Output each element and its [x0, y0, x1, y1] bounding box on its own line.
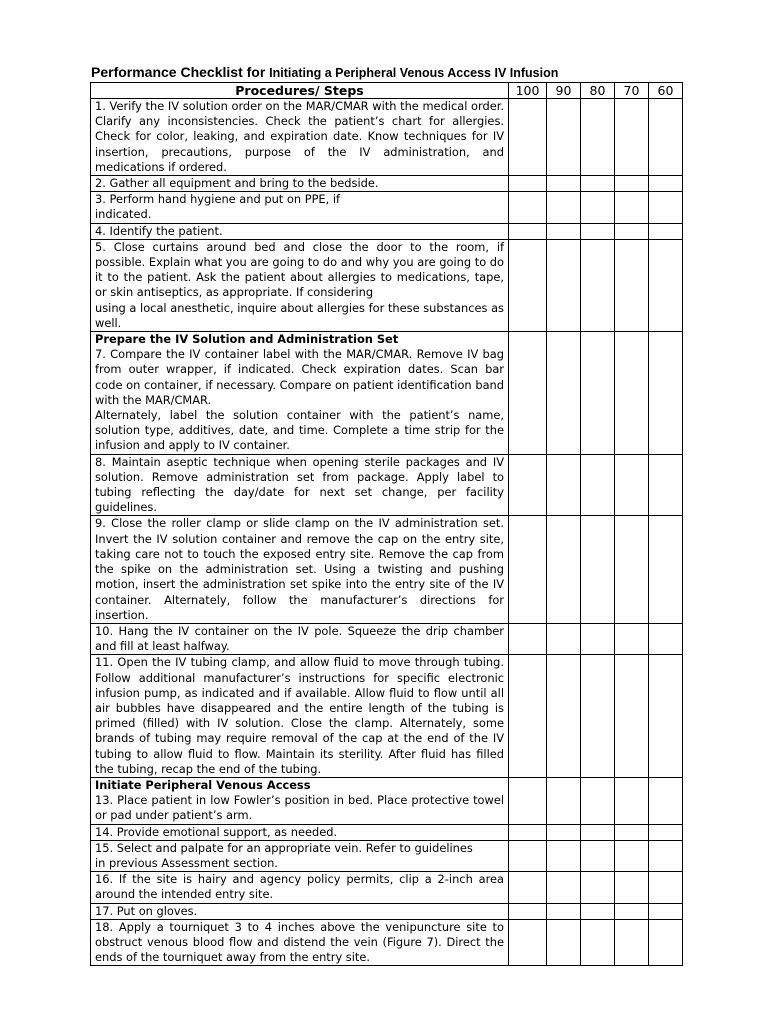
score-cell-70[interactable]: [615, 223, 649, 239]
table-row: [91, 454, 683, 516]
step-text: Alternately, label the solution container with the patient’s name, solution type, additives, date, and time. Complete a time strip for the infusion and apply to IV container.: [95, 408, 504, 453]
score-cell-80[interactable]: [581, 516, 615, 623]
score-cell-80[interactable]: [581, 777, 615, 824]
step-text: using a local anesthetic, inquire about allergies for these substances as well.: [95, 300, 504, 330]
table-row: [91, 824, 683, 840]
table-row: [91, 99, 683, 176]
table-row: [91, 655, 683, 778]
step-text: 8. Maintain aseptic technique when opening sterile packages and IV solution. Remove administration set from package. Apply label to tubing reflecting the day/date for next set change, per facility guidelines.: [95, 454, 504, 515]
step-text: 7. Compare the IV container label with the MAR/CMAR. Remove IV bag from outer wrapper, if indicated. Check expiration dates. Scan bar code on container, if necessary. Compare on patient identification band with the MAR/CMAR.: [95, 347, 504, 407]
section-heading: Prepare the IV Solution and Administration Set: [95, 332, 399, 347]
document-title: [91, 64, 558, 82]
score-cell-90[interactable]: [547, 655, 581, 778]
step-text: 14. Provide emotional support, as needed.: [95, 824, 338, 839]
score-cell-80[interactable]: [581, 840, 615, 871]
score-cell-100[interactable]: [509, 332, 547, 455]
title-lead: Performance Checklist for: [91, 64, 270, 80]
table-row: [91, 223, 683, 239]
score-cell-60[interactable]: [649, 239, 683, 331]
score-cell-80[interactable]: [581, 332, 615, 455]
score-cell-100[interactable]: [509, 192, 547, 223]
score-cell-90[interactable]: [547, 454, 581, 516]
score-cell-80[interactable]: [581, 99, 615, 176]
score-cell-90[interactable]: [547, 824, 581, 840]
score-cell-90[interactable]: [547, 239, 581, 331]
score-cell-80[interactable]: [581, 655, 615, 778]
score-cell-60[interactable]: [649, 99, 683, 176]
table-row: [91, 872, 683, 903]
step-text: 16. If the site is hairy and agency policy permits, clip a 2-inch area around the intended entry site.: [95, 872, 504, 902]
score-cell-60[interactable]: [649, 872, 683, 903]
score-cell-90[interactable]: [547, 223, 581, 239]
score-cell-80[interactable]: [581, 454, 615, 516]
score-header-60: 60: [649, 83, 683, 99]
score-header-80: 80: [581, 83, 615, 99]
score-cell-70[interactable]: [615, 872, 649, 903]
score-cell-60[interactable]: [649, 332, 683, 455]
score-cell-70[interactable]: [615, 332, 649, 455]
step-text: indicated.: [95, 207, 152, 222]
table-row: [91, 903, 683, 919]
score-cell-70[interactable]: [615, 824, 649, 840]
score-cell-90[interactable]: [547, 99, 581, 176]
procedure-step: [91, 332, 509, 455]
score-cell-60[interactable]: [649, 840, 683, 871]
procedure-step: [91, 623, 509, 654]
step-text: 1. Verify the IV solution order on the MAR/CMAR with the medical order. Clarify any inconsistencies. Check the patient’s chart for allergies. Check for color, leaking, and expiration date. Know techniques for IV insertion, precautions, purpose of the IV administration, and medications if ordered.: [95, 99, 504, 174]
procedure-step: [91, 903, 509, 919]
procedure-step: [91, 239, 509, 331]
table-row: [91, 623, 683, 654]
score-cell-70[interactable]: [615, 840, 649, 871]
score-cell-80[interactable]: [581, 872, 615, 903]
score-cell-80[interactable]: [581, 824, 615, 840]
score-cell-90[interactable]: [547, 176, 581, 192]
score-cell-100[interactable]: [509, 516, 547, 623]
procedure-step: [91, 223, 509, 239]
score-cell-60[interactable]: [649, 777, 683, 824]
score-cell-80[interactable]: [581, 623, 615, 654]
score-header-70: 70: [615, 83, 649, 99]
score-cell-90[interactable]: [547, 332, 581, 455]
step-text: in previous Assessment section.: [95, 855, 278, 870]
score-cell-70[interactable]: [615, 239, 649, 331]
procedure-step: [91, 777, 509, 824]
procedure-step: [91, 99, 509, 176]
score-cell-100[interactable]: [509, 777, 547, 824]
procedure-step: [91, 516, 509, 623]
score-cell-90[interactable]: [547, 903, 581, 919]
table-row: [91, 777, 683, 824]
table-row: [91, 516, 683, 623]
score-cell-80[interactable]: [581, 903, 615, 919]
step-text: 10. Hang the IV container on the IV pole. Squeeze the drip chamber and fill at least halfway.: [95, 623, 504, 654]
step-text: 11. Open the IV tubing clamp, and allow fluid to move through tubing. Follow additional manufacturer’s instructions for specific electronic infusion pump, as indicated and if available. Allow fluid to flow until all air bubbles have disappeared and the entire length of the tubing is primed (filled) with IV solution. Close the clamp. Alternately, some brands of tubing may require removal of the cap at the end of the IV tubing to allow fluid to flow. Maintain its sterility. After fluid has filled the tubing, recap the end of the tubing.: [95, 655, 504, 776]
score-cell-90[interactable]: [547, 516, 581, 623]
score-cell-70[interactable]: [615, 655, 649, 778]
table-row: [91, 840, 683, 871]
score-cell-100[interactable]: [509, 623, 547, 654]
table-row: [91, 176, 683, 192]
procedure-step: [91, 824, 509, 840]
score-cell-60[interactable]: [649, 824, 683, 840]
score-header-90: 90: [547, 83, 581, 99]
score-cell-90[interactable]: [547, 872, 581, 903]
score-cell-60[interactable]: [649, 903, 683, 919]
section-heading: Initiate Peripheral Venous Access: [95, 777, 311, 792]
score-cell-90[interactable]: [547, 840, 581, 871]
score-cell-80[interactable]: [581, 919, 615, 966]
score-cell-100[interactable]: [509, 176, 547, 192]
score-cell-60[interactable]: [649, 454, 683, 516]
score-cell-70[interactable]: [615, 176, 649, 192]
table-row: [91, 192, 683, 223]
score-cell-70[interactable]: [615, 99, 649, 176]
score-cell-70[interactable]: [615, 623, 649, 654]
performance-checklist-table: [90, 82, 683, 966]
procedure-step: [91, 454, 509, 516]
step-text: 5. Close curtains around bed and close the door to the room, if possible. Explain what you are going to do and why you are going to do it to the patient. Ask the patient about allergies to medications, tape, or skin antiseptics, as appropriate. If considering: [95, 239, 504, 300]
score-cell-80[interactable]: [581, 239, 615, 331]
step-text: 13. Place patient in low Fowler’s position in bed. Place protective towel or pad under patient’s arm.: [95, 793, 504, 823]
procedure-step: [91, 192, 509, 223]
procedure-step: [91, 655, 509, 778]
score-cell-100[interactable]: [509, 99, 547, 176]
score-cell-60[interactable]: [649, 655, 683, 778]
header-row: [91, 83, 683, 99]
score-cell-100[interactable]: [509, 840, 547, 871]
table-row: [91, 239, 683, 331]
procedure-step: [91, 919, 509, 966]
score-cell-100[interactable]: [509, 919, 547, 966]
step-text: 3. Perform hand hygiene and put on PPE, if: [95, 192, 341, 207]
score-cell-100[interactable]: [509, 655, 547, 778]
step-text: 18. Apply a tourniquet 3 to 4 inches above the venipuncture site to obstruct venous blood flow and distend the vein (Figure 7). Direct the ends of the tourniquet away from the entry site.: [95, 919, 504, 965]
table-row: [91, 919, 683, 966]
step-text: 2. Gather all equipment and bring to the bedside.: [95, 176, 379, 191]
procedure-step: [91, 872, 509, 903]
score-cell-90[interactable]: [547, 623, 581, 654]
score-cell-90[interactable]: [547, 192, 581, 223]
score-cell-60[interactable]: [649, 623, 683, 654]
step-text: 4. Identify the patient.: [95, 223, 223, 238]
procedures-steps-header: Procedures/ Steps: [91, 83, 509, 99]
score-cell-100[interactable]: [509, 872, 547, 903]
procedure-step: [91, 176, 509, 192]
score-cell-100[interactable]: [509, 824, 547, 840]
step-text: 9. Close the roller clamp or slide clamp on the IV administration set. Invert the IV solution container and remove the cap on the entry site, taking care not to touch the exposed entry site. Remove the cap from the spike on the administration set. Using a twisting and pushing motion, insert the administration set spike into the entry site of the IV container. Alternately, follow the manufacturer’s directions for insertion.: [95, 516, 504, 622]
score-cell-70[interactable]: [615, 454, 649, 516]
score-cell-100[interactable]: [509, 454, 547, 516]
table-row: [91, 332, 683, 455]
score-cell-80[interactable]: [581, 223, 615, 239]
score-header-100: 100: [509, 83, 547, 99]
score-cell-70[interactable]: [615, 192, 649, 223]
score-cell-60[interactable]: [649, 919, 683, 966]
score-cell-60[interactable]: [649, 192, 683, 223]
score-cell-70[interactable]: [615, 903, 649, 919]
step-text: 17. Put on gloves.: [95, 903, 198, 918]
score-cell-80[interactable]: [581, 176, 615, 192]
score-cell-60[interactable]: [649, 176, 683, 192]
score-cell-60[interactable]: [649, 223, 683, 239]
score-cell-80[interactable]: [581, 192, 615, 223]
score-cell-100[interactable]: [509, 903, 547, 919]
score-cell-90[interactable]: [547, 777, 581, 824]
score-cell-70[interactable]: [615, 777, 649, 824]
score-cell-70[interactable]: [615, 919, 649, 966]
score-cell-100[interactable]: [509, 239, 547, 331]
title-rest: Initiating a Peripheral Venous Access IV Infusion: [269, 66, 559, 80]
procedure-step: [91, 840, 509, 871]
score-cell-100[interactable]: [509, 223, 547, 239]
step-text: 15. Select and palpate for an appropriate vein. Refer to guidelines: [95, 840, 473, 855]
score-cell-60[interactable]: [649, 516, 683, 623]
score-cell-70[interactable]: [615, 516, 649, 623]
score-cell-90[interactable]: [547, 919, 581, 966]
